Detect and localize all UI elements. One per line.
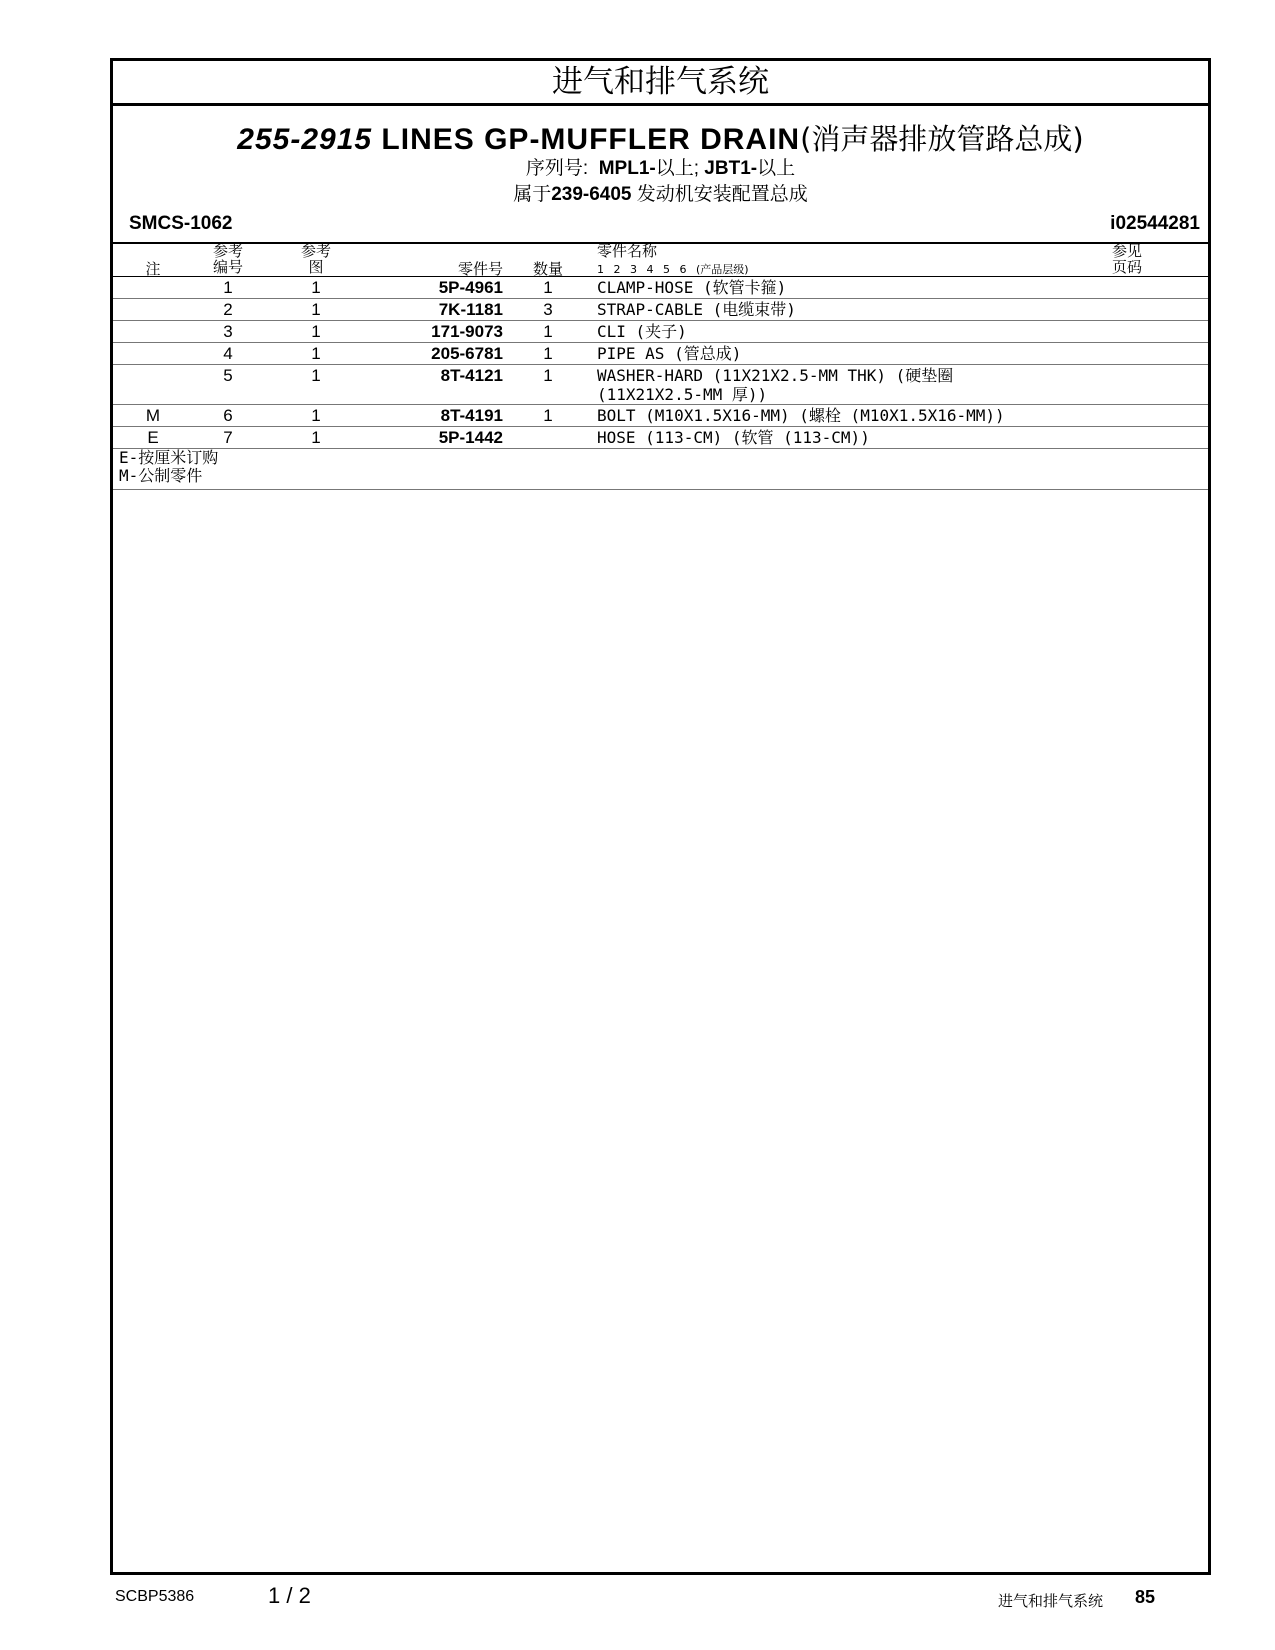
row-part-name-line1: WASHER-HARD (11X21X2.5-MM THK) (硬垫圈 bbox=[597, 366, 954, 385]
row-part-name: CLAMP-HOSE (软管卡箍) bbox=[597, 278, 787, 297]
header-qty: 数量 bbox=[532, 260, 563, 278]
assembly-title bbox=[113, 117, 1208, 158]
row-part-name-line2: (11X21X2.5-MM 厚)) bbox=[597, 385, 768, 404]
row-part-name: STRAP-CABLE (电缆束带) bbox=[597, 300, 796, 319]
header-page-line2: 页码 bbox=[1111, 258, 1142, 276]
table-row bbox=[113, 299, 1208, 321]
row-part-number: 5P-4961 bbox=[438, 278, 503, 297]
row-qty: 1 bbox=[543, 406, 553, 425]
row-qty: 1 bbox=[543, 366, 553, 385]
table-row bbox=[113, 427, 1208, 449]
row-qty: 1 bbox=[543, 278, 553, 297]
row-ref-no: 4 bbox=[223, 344, 233, 363]
parent-part-number: 239-6405 bbox=[551, 184, 632, 205]
note-e: E-按厘米订购 bbox=[119, 448, 219, 467]
row-fig: 1 bbox=[311, 278, 321, 297]
row-qty: 1 bbox=[543, 322, 553, 341]
row-ref-no: 7 bbox=[223, 428, 233, 447]
serial-prefix-2: JBT1- bbox=[704, 158, 758, 179]
header-ref-page bbox=[1107, 243, 1147, 275]
footer-page-of: 1 / 2 bbox=[268, 1583, 311, 1608]
parent-assembly-line bbox=[113, 179, 1208, 206]
header-fig-line1: 参考 bbox=[300, 242, 331, 260]
illustration-id: i02544281 bbox=[1110, 213, 1200, 234]
row-part-name: BOLT (M10X1.5X16-MM) (螺栓 (M10X1.5X16-MM)) bbox=[597, 406, 1005, 425]
assembly-name: LINES GP-MUFFLER DRAIN bbox=[381, 123, 801, 156]
parent-description: 发动机安装配置总成 bbox=[636, 184, 808, 205]
row-qty: 1 bbox=[543, 344, 553, 363]
footer-page-number: 85 bbox=[1135, 1587, 1156, 1607]
row-ref-no: 1 bbox=[223, 278, 233, 297]
header-note: 注 bbox=[145, 260, 161, 278]
row-qty: 3 bbox=[543, 300, 553, 319]
table-row bbox=[113, 277, 1208, 299]
page-frame bbox=[110, 58, 1211, 1575]
row-ref-no: 3 bbox=[223, 322, 233, 341]
assembly-chinese-name: (消声器排放管路总成) bbox=[800, 122, 1084, 156]
table-row bbox=[113, 343, 1208, 365]
row-fig: 1 bbox=[311, 428, 321, 447]
header-ref-no-line1: 参考 bbox=[212, 242, 243, 260]
row-ref-no: 5 bbox=[223, 366, 233, 385]
serial-prefix-1: MPL1- bbox=[598, 158, 656, 179]
row-part-name: CLI (夹子) bbox=[597, 322, 687, 341]
table-row bbox=[113, 365, 1208, 405]
assembly-part-number: 255-2915 bbox=[237, 123, 373, 156]
table-top-rule bbox=[113, 242, 1208, 244]
header-fig bbox=[296, 243, 336, 275]
row-part-number: 7K-1181 bbox=[438, 300, 503, 319]
row-fig: 1 bbox=[311, 406, 321, 425]
row-part-number: 8T-4191 bbox=[440, 406, 503, 425]
header-levels-numbers: 1 2 3 4 5 6 bbox=[597, 263, 687, 276]
header-levels-note: (产品层级) bbox=[695, 263, 749, 276]
row-fig: 1 bbox=[311, 366, 321, 385]
row-ref-no: 6 bbox=[223, 406, 233, 425]
row-part-number: 205-6781 bbox=[431, 344, 503, 363]
parts-table-body bbox=[113, 277, 1208, 490]
header-part-name: 零件名称 bbox=[597, 242, 658, 260]
serial-range-2: 以上 bbox=[757, 158, 796, 179]
row-part-number: 171-9073 bbox=[431, 322, 503, 341]
header-fig-line2: 图 bbox=[308, 258, 324, 276]
row-part-number: 8T-4121 bbox=[440, 366, 503, 385]
note-m: M-公制零件 bbox=[119, 466, 203, 485]
serial-range-1: 以上; bbox=[655, 158, 700, 179]
row-ref-no: 2 bbox=[223, 300, 233, 319]
header-page-line1: 参见 bbox=[1111, 242, 1142, 260]
row-fig: 1 bbox=[311, 322, 321, 341]
serial-label: 序列号: bbox=[525, 158, 589, 179]
table-row bbox=[113, 405, 1208, 427]
header-ref-no bbox=[208, 243, 248, 275]
section-title: 进气和排气系统 bbox=[113, 61, 1208, 106]
parent-prefix: 属于 bbox=[513, 184, 552, 205]
row-fig: 1 bbox=[311, 300, 321, 319]
row-note: M bbox=[145, 406, 161, 425]
row-fig: 1 bbox=[311, 344, 321, 363]
footer-doc-number: SCBP5386 bbox=[115, 1588, 195, 1605]
notes-legend bbox=[113, 449, 1208, 490]
row-note: E bbox=[147, 428, 159, 447]
smcs-code: SMCS-1062 bbox=[129, 213, 233, 234]
header-part-no: 零件号 bbox=[457, 260, 503, 278]
footer-section-name: 进气和排气系统 bbox=[998, 1592, 1104, 1610]
row-part-name: HOSE (113-CM) (软管 (113-CM)) bbox=[597, 428, 870, 447]
row-part-name bbox=[597, 366, 953, 404]
row-part-name: PIPE AS (管总成) bbox=[597, 344, 742, 363]
header-ref-no-line2: 编号 bbox=[212, 258, 243, 276]
table-row bbox=[113, 321, 1208, 343]
row-part-number: 5P-1442 bbox=[438, 428, 503, 447]
serial-line bbox=[113, 153, 1208, 180]
